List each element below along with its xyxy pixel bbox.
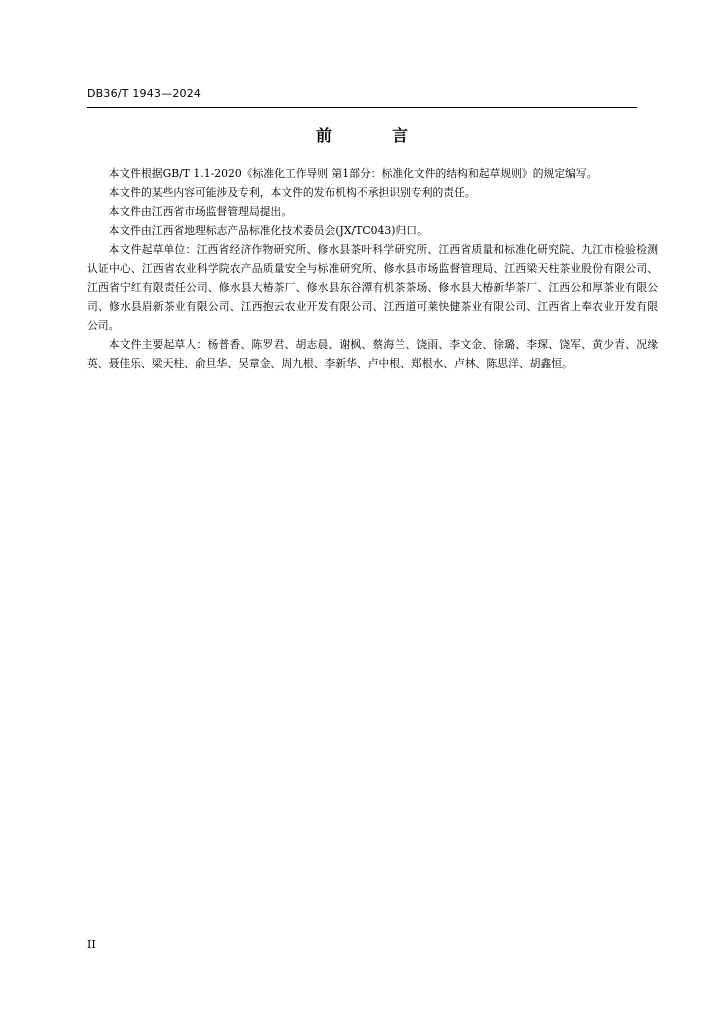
paragraph-standard-basis: 本文件根据GB/T 1.1-2020《标准化工作导则 第1部分：标准化文件的结构和起草规则》的规定编写。 bbox=[108, 167, 598, 180]
page-title: 前 言 bbox=[315, 126, 430, 145]
paragraph-patent-notice: 本文件的某些内容可能涉及专利，本文件的发布机构不承担识别专利的责任。 bbox=[108, 186, 476, 199]
paragraph-proposer: 本文件由江西省市场监督管理局提出。 bbox=[108, 205, 293, 218]
page-number: II bbox=[87, 938, 96, 951]
header-rule bbox=[87, 107, 637, 108]
foreword-body bbox=[87, 164, 658, 373]
paragraph-committee: 本文件由江西省地理标志产品标准化技术委员会(JX/TC043)归口。 bbox=[108, 224, 428, 237]
document-code: DB36/T 1943—2024 bbox=[87, 87, 202, 100]
paragraph-drafting-units: 本文件起草单位：江西省经济作物研究所、修水县茶叶科学研究所、江西省质量和标准化研究院、九江市检验检测认证中心、江西省农业科学院农产品质量安全与标准研究所、修水县市场监督管理局、江西梁天柱茶业股份有限公司、江西省宁红有限责任公司、修水县大椿茶厂、修水县东谷潭有机茶茶场、修水县大椿新华茶厂、江西公和厚茶业有限公司、修水县眉新茶业有限公司、江西抱云农业开发有限公司、江西道可莱快健茶业有限公司、江西省上奉农业开发有限公司。 bbox=[87, 243, 658, 332]
paragraph-drafters: 本文件主要起草人：杨普香、陈罗君、胡志晨、谢枫、蔡海兰、饶雨、李文金、徐璐、李琛、饶军、黄少青、况缘英、聂佳乐、梁天柱、俞旦华、吴章金、周九根、李新华、卢中根、郑根水、卢林、陈思洋、胡鑫恒。 bbox=[87, 338, 658, 370]
